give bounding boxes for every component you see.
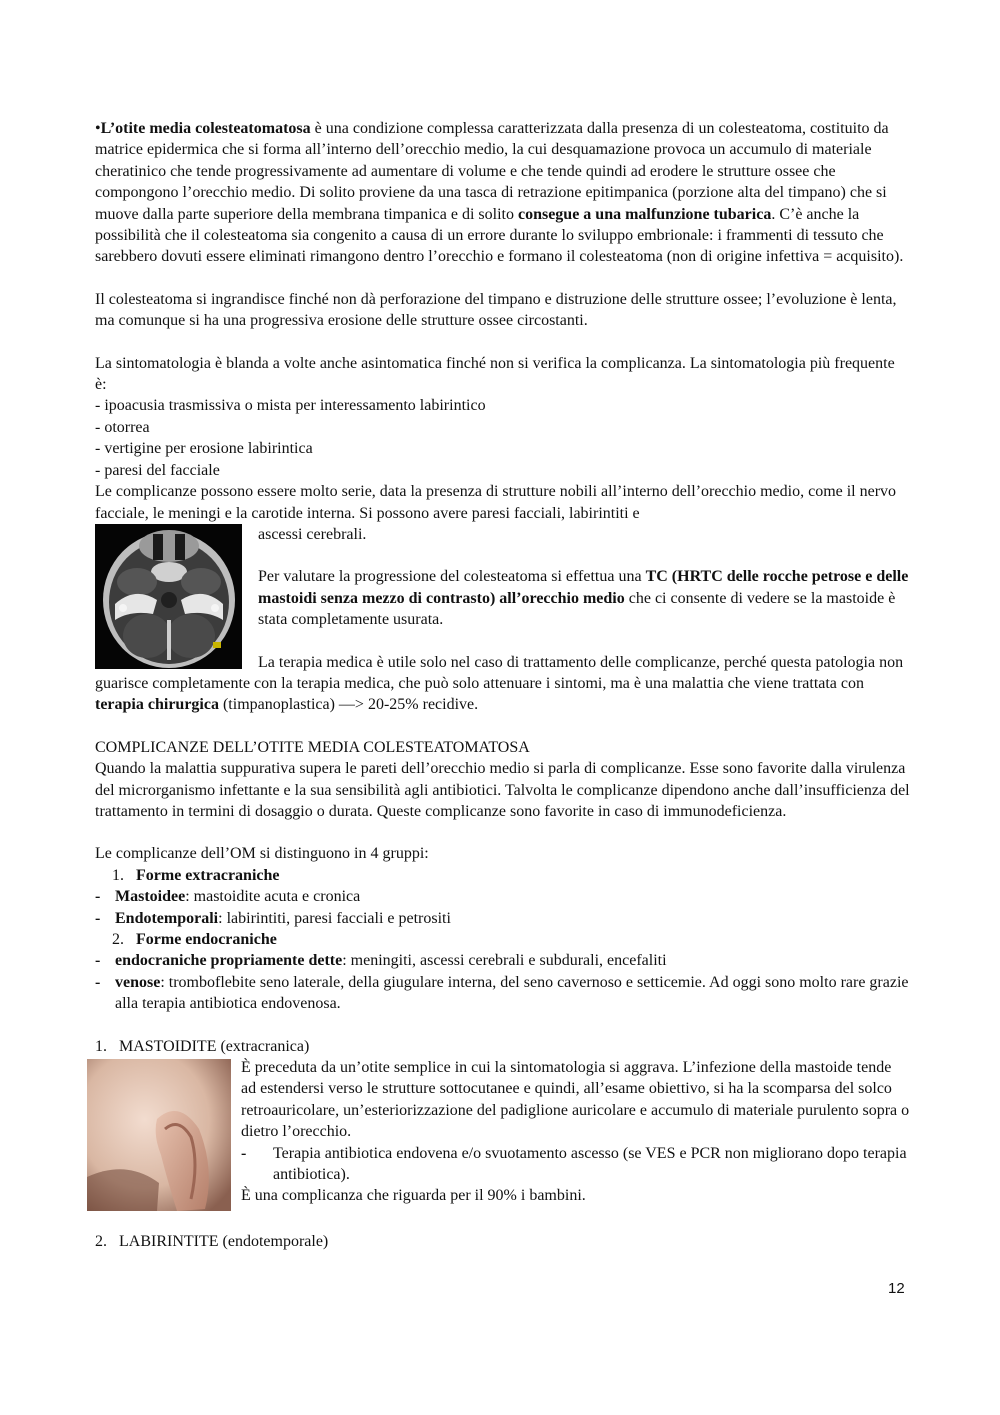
intro-text-1: è una condizione complessa caratterizzata dalla presenza di un colesteatoma, costituito da matrice epidermica che si forma all’interno dell’orecchio medio, la cui desquamazione provoca un accumulo di materiale cheratinico che tende progressivamente ad aumentare di volume e che tende quindi ad erodere le strutture ossee che compongono l’orecchio medio. Di solito proviene da una tasca di retrazione epitimpanica (porzione alta del timpano) che si muove dalla parte superiore della membrana timpanica e di solito bbox=[95, 120, 889, 223]
group-item-text: : labirintiti, paresi facciali e petrositi bbox=[218, 909, 451, 927]
group-item bbox=[95, 886, 910, 907]
mastoiditis-therapy bbox=[241, 1143, 910, 1186]
mastoiditis-note: È una complicanza che riguarda per il 90% i bambini. bbox=[241, 1187, 586, 1205]
group-item-text: : meningiti, ascessi cerebrali e subdurali, encefaliti bbox=[342, 952, 667, 970]
group-2-title: Forme endocraniche bbox=[136, 931, 277, 948]
dash-marker: - bbox=[95, 952, 101, 970]
dash-marker: - bbox=[95, 909, 101, 927]
ct-section bbox=[95, 524, 910, 716]
group-item-term: Endotemporali bbox=[115, 909, 219, 927]
page-number: 12 bbox=[888, 1280, 905, 1297]
mastoiditis-title: MASTOIDITE (extracranica) bbox=[119, 1037, 310, 1055]
ct-scan-image bbox=[95, 524, 242, 669]
intro-term: L’otite media colesteatomatosa bbox=[100, 120, 311, 137]
symptom-item: - vertigine per erosione labirintica bbox=[95, 440, 313, 458]
intro-bold-2: consegue a una malfunzione tubarica bbox=[517, 205, 772, 223]
labyrinthitis-title: LABIRINTITE (endotemporale) bbox=[119, 1233, 329, 1251]
dash-marker: - bbox=[241, 1144, 247, 1162]
therapy-text-2: (timpanoplastica) —> 20-25% recidive. bbox=[218, 696, 479, 714]
complications-severity-cont: ascessi cerebrali. bbox=[258, 525, 367, 543]
mastoiditis-section bbox=[95, 1057, 910, 1207]
ct-text-2: che ci consente di vedere se la mastoide è stata completamente usurata. bbox=[258, 589, 896, 629]
symptom-item: - otorrea bbox=[95, 418, 150, 436]
group-item-text: : mastoidite acuta e cronica bbox=[185, 888, 361, 906]
group-2-heading bbox=[95, 929, 910, 950]
ct-text-1: Per valutare la progressione del colesteatoma si effettua una bbox=[258, 568, 646, 586]
dash-marker: - bbox=[95, 888, 101, 906]
cholesteatoma-evolution-paragraph: Il colesteatoma si ingrandisce finché non dà perforazione del timpano e distruzione delle strutture ossee; l’evoluzione è lenta, ma comunque si ha una progressiva erosione delle strutture ossee circostanti. bbox=[95, 290, 897, 330]
group-2-number: 2. bbox=[112, 931, 124, 948]
symptom-item: - ipoacusia trasmissiva o mista per interessamento labirintico bbox=[95, 397, 486, 415]
therapy-text-1: La terapia medica è utile solo nel caso di trattamento delle complicanze, perché questa patologia non guarisce completamente con la terapia medica, che può solo attenuare i sintomi, ma è una malattia che viene trattata con bbox=[95, 653, 904, 692]
complications-severity: Le complicanze possono essere molto serie, data la presenza di strutture nobili all’interno dell’orecchio medio, come il nervo facciale, le meningi e la carotide interna. Si possono avere paresi facciali, labirintiti e bbox=[95, 483, 897, 522]
labyrinthitis-heading bbox=[95, 1231, 910, 1252]
bullet: • bbox=[95, 120, 101, 137]
group-item bbox=[95, 950, 910, 971]
group-1-heading bbox=[95, 865, 910, 886]
mastoiditis-text: È preceduta da un’otite semplice in cui la sintomatologia si aggrava. L’infezione della mastoide tende ad estendersi verso le strutture sottocutanee e quindi, all’esame obiettivo, si ha la scomparsa del solco retroauricolare, un’esteriorizzazione del padiglione auricolare e accumulo di materiale purulento sopra o dietro l’orecchio. bbox=[241, 1059, 910, 1141]
ct-bold: TC (HRTC delle rocche petrose e delle mastoidi senza mezzo di contrasto) all’orecchio medio bbox=[258, 568, 909, 607]
group-item bbox=[95, 908, 910, 929]
dash-marker: - bbox=[95, 973, 101, 991]
mastoiditis-heading bbox=[95, 1036, 910, 1057]
labyrinthitis-number: 2. bbox=[95, 1233, 107, 1251]
mastoiditis-therapy-text: Terapia antibiotica endovena e/o svuotamento ascesso (se VES e PCR non migliorano dopo terapia antibiotica). bbox=[273, 1144, 907, 1184]
intro-paragraph bbox=[95, 118, 910, 268]
groups-intro: Le complicanze dell’OM si distinguono in 4 gruppi: bbox=[95, 845, 429, 863]
group-item-term: Mastoidee bbox=[115, 888, 186, 906]
mastoiditis-number: 1. bbox=[95, 1037, 107, 1055]
therapy-bold: terapia chirurgica bbox=[95, 696, 219, 714]
intro-text-2: . C’è anche la possibilità che il colesteatoma sia congenito a causa di un errore durante lo sviluppo embrionale: i frammenti di tessuto che sarebbero dovuti essere eliminati rimangono dentro l’orecchio e formano il colesteatoma (non di origine infettiva = acquisito). bbox=[95, 205, 904, 266]
group-item-text: : tromboflebite seno laterale, della giugulare interna, del seno cavernoso e setticemie. Ad oggi sono molto rare grazie alla terapia antibiotica endovenosa. bbox=[115, 973, 909, 1013]
complications-paragraph: Quando la malattia suppurativa supera le pareti dell’orecchio medio si parla di complicanze. Esse sono favorite dalla virulenza del microrganismo infettante e la sua sensibilità agli antibiotici. Talvolta le complicanze dipendono anche dall’insufficienza del trattamento in termini di dosaggio o durata. Queste complicanze sono favorite in caso di immunodeficienza. bbox=[95, 760, 910, 820]
document-page bbox=[95, 118, 910, 1252]
group-1-title: Forme extracraniche bbox=[136, 866, 280, 884]
group-item bbox=[95, 972, 910, 1015]
group-item-term: venose bbox=[115, 973, 161, 991]
group-item-term: endocraniche propriamente dette bbox=[115, 952, 343, 970]
symptom-item: - paresi del facciale bbox=[95, 461, 220, 479]
mastoiditis-photo bbox=[87, 1059, 231, 1211]
group-1-number: 1. bbox=[112, 866, 124, 884]
symptoms-intro: La sintomatologia è blanda a volte anche asintomatica finché non si verifica la complicanza. La sintomatologia più frequente è: bbox=[95, 354, 895, 394]
complications-heading: COMPLICANZE DELL’OTITE MEDIA COLESTEATOMATOSA bbox=[95, 738, 530, 756]
